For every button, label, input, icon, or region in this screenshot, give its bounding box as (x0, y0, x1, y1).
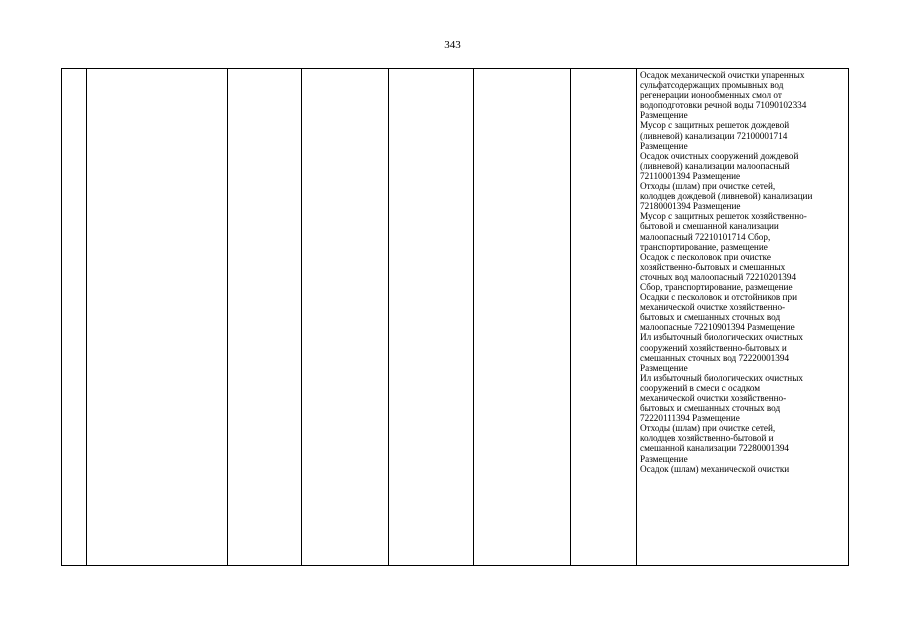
table-cell-waste-list (637, 69, 849, 566)
waste-line: Осадок очистных сооружений дождевой (640, 150, 799, 161)
waste-line: сооружений хозяйственно-бытовых и (640, 342, 787, 353)
waste-line: малоопасные 72210901394 Размещение (640, 322, 795, 333)
waste-line: 72220111394 Размещение (640, 413, 740, 424)
waste-line: колодцев дождевой (ливневой) канализации (640, 191, 813, 202)
table-cell-2 (87, 69, 228, 566)
waste-list-text (637, 69, 848, 565)
waste-line: Мусор с защитных решеток дождевой (640, 120, 790, 131)
page-number: 343 (444, 39, 461, 51)
waste-line: малоопасный 72210101714 Сбор, (640, 231, 771, 242)
waste-line: смешанных сточных вод 72220001394 (640, 352, 790, 363)
table-cell-7 (571, 69, 637, 566)
waste-line: хозяйственно-бытовых и смешанных (640, 261, 786, 272)
waste-line: (ливневой) канализации малоопасный (640, 160, 790, 171)
waste-line: 72110001394 Размещение (640, 170, 741, 181)
waste-line: бытовых и смешанных сточных вод (640, 312, 781, 323)
waste-line: механической очистке хозяйственно- (640, 302, 786, 313)
waste-line: бытовых и смешанных сточных вод (640, 403, 781, 414)
table-cell-6 (474, 69, 571, 566)
waste-line: регенерации ионообменных смол от (640, 90, 782, 101)
waste-line: сооружений в смеси с осадком (640, 382, 761, 393)
waste-table (61, 68, 849, 566)
table-cell-5 (389, 69, 474, 566)
waste-line: колодцев хозяйственно-бытовой и (640, 433, 774, 444)
waste-line: Ил избыточный биологических очистных (640, 372, 803, 383)
waste-line: сульфатсодержащих промывных вод (640, 80, 784, 91)
waste-line: Размещение (640, 110, 688, 121)
waste-line: Размещение (640, 140, 688, 151)
waste-line: бытовой и смешанной канализации (640, 221, 779, 232)
waste-line: Осадок (шлам) механической очистки (640, 463, 790, 474)
waste-line: Мусор с защитных решеток хозяйственно- (640, 211, 807, 222)
table-row (62, 69, 849, 566)
waste-line: смешанной канализации 72280001394 (640, 443, 790, 454)
waste-line: транспортирование, размещение (640, 241, 768, 252)
waste-line: Отходы (шлам) при очистке сетей, (640, 423, 776, 434)
waste-line: Осадки с песколовок и отстойников при (640, 292, 797, 303)
waste-line: 72180001394 Размещение (640, 201, 741, 212)
waste-line: водоподготовки речной воды 71090102334 (640, 100, 807, 111)
waste-line: Размещение (640, 453, 688, 464)
table-cell-3 (228, 69, 302, 566)
waste-line: Сбор, транспортирование, размещение (640, 281, 793, 292)
waste-line: Размещение (640, 362, 688, 373)
waste-line: (ливневой) канализации 72100001714 (640, 130, 788, 141)
waste-line: Ил избыточный биологических очистных (640, 332, 803, 343)
table-cell-1 (62, 69, 87, 566)
waste-line: Отходы (шлам) при очистке сетей, (640, 181, 776, 192)
waste-line: Осадок механической очистки упаренных (640, 70, 805, 80)
table-cell-4 (302, 69, 389, 566)
waste-line: механической очистки хозяйственно- (640, 393, 787, 403)
waste-line: сточных вод малоопасный 72210201394 (640, 271, 797, 282)
waste-line: Осадок с песколовок при очистке (640, 251, 771, 262)
